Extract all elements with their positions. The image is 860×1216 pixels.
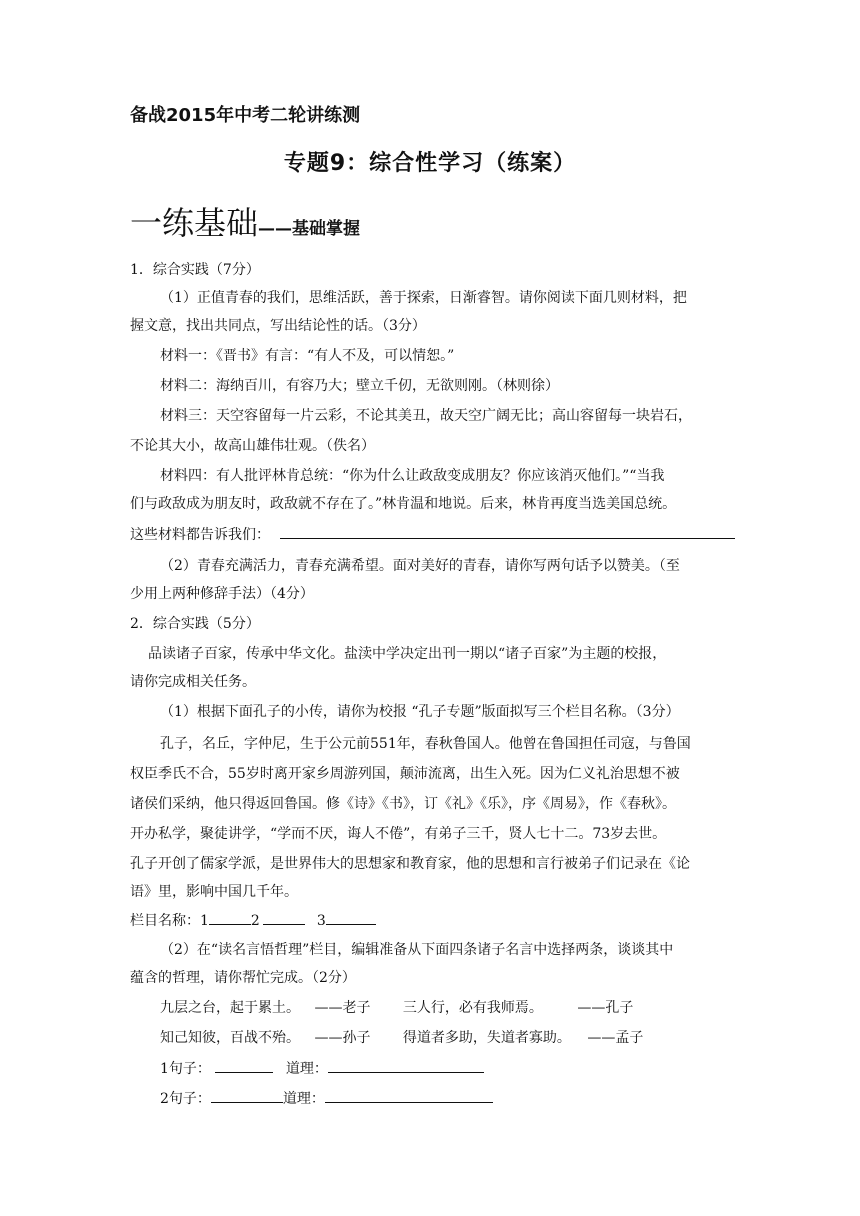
answer-2-reason-blank[interactable]: [325, 1088, 493, 1103]
conclusion-blank[interactable]: [280, 524, 735, 539]
quote-source: ——老子: [314, 1000, 371, 1016]
material-1: 材料一：《晋书》有言：“有人不及，可以情恕。”: [160, 348, 455, 364]
bio-line: 语》里，影响中国几千年。: [130, 884, 298, 900]
answer-2-sentence-blank[interactable]: [211, 1088, 283, 1103]
column-3-blank[interactable]: [326, 910, 376, 925]
column-names-line: [130, 910, 376, 931]
bio-line: 开办私学，聚徒讲学，“学而不厌，诲人不倦”，有弟子三千，贤人七十二。73岁去世。: [130, 826, 667, 842]
material-4: 材料四：有人批评林肯总统：“你为什么让政敌变成朋友？你应该消灭他们。”“当我: [160, 468, 665, 484]
quote-mengzi: 得道者多助，失道者寡助。: [402, 1030, 571, 1046]
doc-header: 备战2015年中考二轮讲练测: [130, 105, 361, 126]
section-heading-sub: ——基础掌握: [258, 219, 361, 239]
quote-row-1: [160, 998, 633, 1018]
column-3-number: 3: [316, 913, 326, 929]
bio-line: 孔子，名丘，字仲尼，生于公元前551年，春秋鲁国人。他曾在鲁国担任司寇，与鲁国: [160, 736, 691, 752]
quote-laozi: 九层之台，起于累土。: [160, 1000, 300, 1016]
section-heading: [130, 198, 360, 244]
text-line: （1）正值青春的我们，思维活跃，善于探索，日渐睿智。请你阅读下面几则材料，把: [160, 290, 687, 306]
bio-line: 孔子开创了儒家学派，是世界伟大的思想家和教育家，他的思想和言行被弟子们记录在《论: [130, 856, 690, 872]
text-line: 不论其大小，故高山雄伟壮观。（佚名）: [130, 438, 375, 454]
text-line: （1）根据下面孔子的小传，请你为校报 “孔子专题”版面拟写三个栏目名称。（3分）: [160, 704, 680, 720]
answer-1-sentence-blank[interactable]: [215, 1058, 273, 1073]
answer-2-sentence-label: 2句子：: [160, 1091, 211, 1107]
answer-1-reason-blank[interactable]: [328, 1058, 484, 1073]
bio-line: 权臣季氏不合，55岁时离开家乡周游列国，颠沛流离，出生入死。因为仁义礼治思想不被: [130, 766, 680, 782]
column-1-number: 1: [200, 913, 209, 929]
answer-line-conclusion: [130, 524, 735, 545]
answer-1-reason-label: 道理：: [285, 1061, 328, 1077]
quote-row-2: [160, 1028, 643, 1048]
quote-source: ——孟子: [587, 1030, 644, 1046]
quote-kongzi: 三人行，必有我师焉。: [402, 1000, 543, 1016]
quote-source: ——孙子: [314, 1030, 371, 1046]
bio-line: 诸侯们采纳，他只得返回鲁国。修《诗》《书》，订《礼》《乐》，序《周易》，作《春秋》。: [130, 796, 676, 812]
text-line: 蕴含的哲理，请你帮忙完成。（2分）: [130, 970, 356, 986]
text-line: 品读诸子百家，传承中华文化。盐渎中学决定出刊一期以“诸子百家”为主题的校报，: [148, 646, 667, 662]
quote-source: ——孔子: [577, 1000, 634, 1016]
column-names-label: 栏目名称：: [130, 913, 200, 929]
material-2: 材料二：海纳百川，有容乃大；壁立千仞，无欲则刚。（林则徐）: [160, 378, 559, 394]
section-heading-main: 一练基础: [130, 204, 259, 242]
quote-sunzi: 知己知彼，百战不殆。: [160, 1030, 300, 1046]
conclusion-label: 这些材料都告诉我们：: [130, 527, 270, 543]
text-line: （2）青春充满活力，青春充满希望。面对美好的青春，请你写两句话予以赞美。（至: [160, 558, 680, 574]
answer-row-2: [160, 1088, 493, 1109]
answer-1-sentence-label: 1句子：: [160, 1061, 211, 1077]
text-line: 们与政敌成为朋友时，政敌就不存在了。”林肯温和地说。后来，林肯再度当选美国总统。: [130, 496, 677, 512]
text-line: （2）在“读名言悟哲理”栏目，编辑准备从下面四条诸子名言中选择两条，谈谈其中: [160, 942, 674, 958]
text-line: 请你完成相关任务。: [130, 674, 256, 690]
material-3: 材料三：天空容留每一片云彩，不论其美丑，故天空广阔无比；高山容留每一块岩石，: [160, 408, 692, 424]
answer-2-reason-label: 道理：: [282, 1091, 325, 1107]
question-1-heading: 1．综合实践（7分）: [130, 262, 260, 278]
page-title: 专题9：综合性学习（练案）: [283, 151, 577, 176]
text-line: 少用上两种修辞手法）（4分）: [130, 586, 314, 602]
text-line: 握文意，找出共同点，写出结论性的话。（3分）: [130, 318, 426, 334]
column-2-number: 2: [250, 913, 260, 929]
column-2-blank[interactable]: [263, 910, 305, 925]
question-2-heading: 2．综合实践（5分）: [130, 616, 260, 632]
column-1-blank[interactable]: [209, 910, 251, 925]
answer-row-1: [160, 1058, 484, 1079]
